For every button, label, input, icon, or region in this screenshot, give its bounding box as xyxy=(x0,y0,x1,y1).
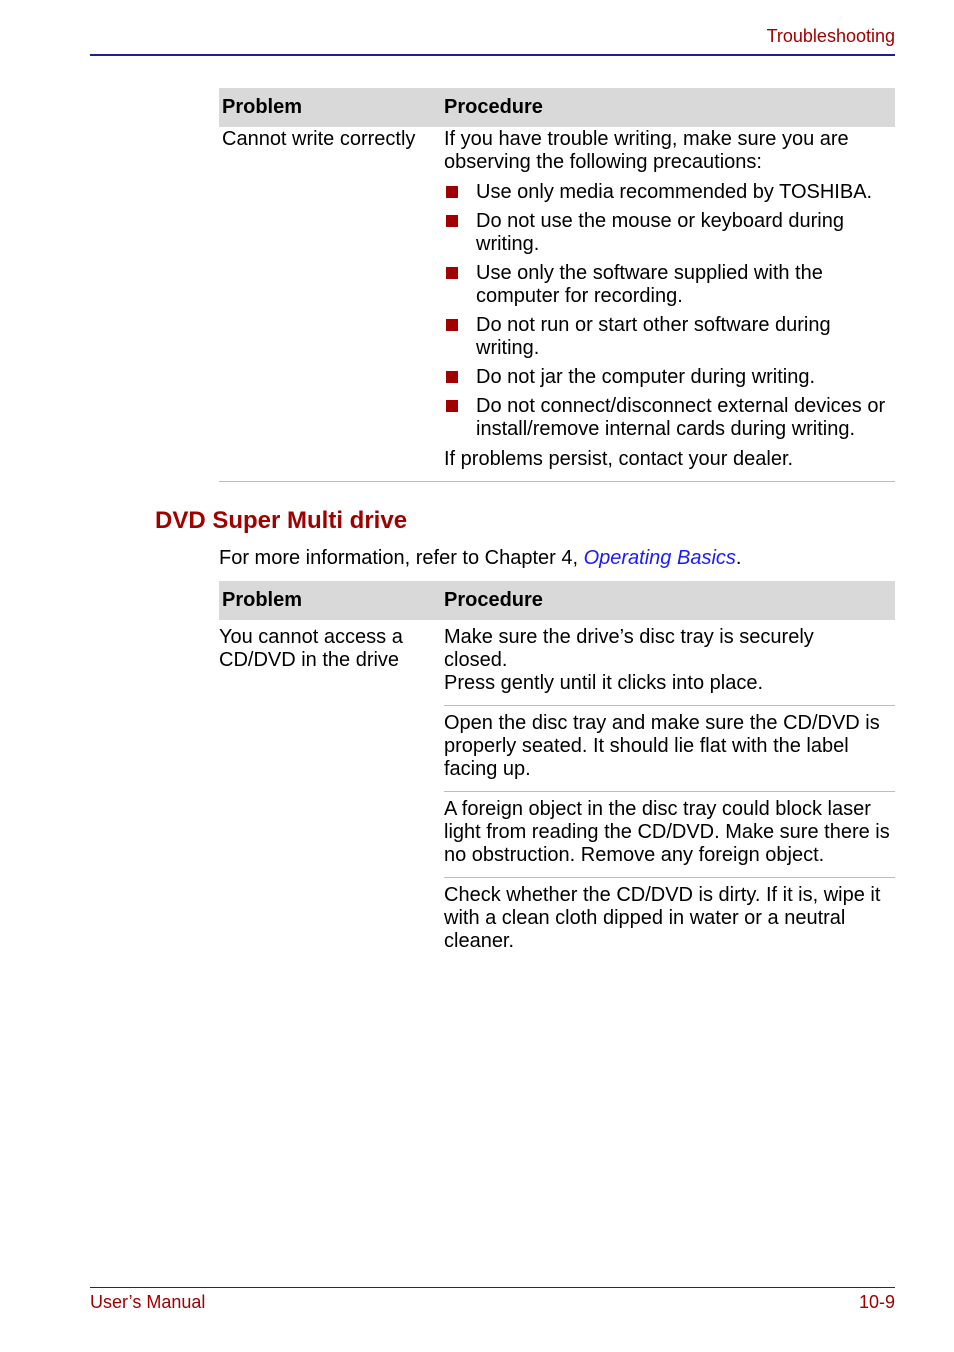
bullet-square-icon xyxy=(446,215,458,227)
procedure-intro: If you have trouble writing, make sure you are observing the following precautions: xyxy=(444,128,849,173)
troubleshooting-table-writing xyxy=(219,88,895,482)
operating-basics-link[interactable]: Operating Basics xyxy=(583,547,736,569)
procedure-step: Open the disc tray and make sure the CD/DVD is properly seated. It should lie flat with the label facing up. xyxy=(444,706,895,792)
troubleshooting-table-dvd xyxy=(219,581,895,963)
table-header-row xyxy=(219,88,895,127)
problem-text: Cannot write correctly xyxy=(222,128,416,150)
table-header-row xyxy=(219,581,895,620)
procedure-step: Make sure the drive’s disc tray is securely closed. Press gently until it clicks into place. xyxy=(444,620,895,706)
list-item: Use only media recommended by TOSHIBA. xyxy=(444,181,895,204)
page-number: 10-9 xyxy=(858,1292,895,1312)
list-item: Do not connect/disconnect external devices or install/remove internal cards during writing. xyxy=(444,395,895,441)
bullet-square-icon xyxy=(446,371,458,383)
problem-cell xyxy=(219,128,444,428)
procedure-closing: If problems persist, contact your dealer. xyxy=(444,448,794,470)
bullet-square-icon xyxy=(446,267,458,279)
running-header: Troubleshooting xyxy=(766,26,895,46)
procedure-cell xyxy=(444,128,895,471)
footer-rule xyxy=(90,1287,895,1288)
section-intro: For more information, refer to Chapter 4, Operating Basics. xyxy=(219,547,742,569)
list-item: Do not run or start other software during writing. xyxy=(444,314,895,360)
header-problem: Problem xyxy=(222,96,303,118)
table-row xyxy=(219,620,895,963)
list-item: Use only the software supplied with the computer for recording. xyxy=(444,262,895,308)
precautions-list xyxy=(444,181,895,441)
procedure-step: A foreign object in the disc tray could block laser light from reading the CD/DVD. Make sure there is no obstruction. Remove any foreign object. xyxy=(444,792,895,878)
section-heading: DVD Super Multi drive xyxy=(155,507,408,534)
problem-cell xyxy=(219,620,444,963)
bullet-square-icon xyxy=(446,186,458,198)
header-rule xyxy=(90,54,895,56)
header-procedure: Procedure xyxy=(444,589,543,611)
bullet-square-icon xyxy=(446,319,458,331)
problem-text: You cannot access a CD/DVD in the drive xyxy=(219,626,403,671)
footer-manual-title: User’s Manual xyxy=(90,1292,206,1312)
header-problem: Problem xyxy=(222,589,303,611)
bullet-square-icon xyxy=(446,400,458,412)
header-procedure: Procedure xyxy=(444,96,543,118)
table-row xyxy=(219,127,895,482)
list-item: Do not jar the computer during writing. xyxy=(444,366,895,389)
list-item: Do not use the mouse or keyboard during writing. xyxy=(444,210,895,256)
procedure-cell xyxy=(444,620,895,963)
procedure-step: Check whether the CD/DVD is dirty. If it is, wipe it with a clean cloth dipped in water or a neutral cleaner. xyxy=(444,884,881,952)
